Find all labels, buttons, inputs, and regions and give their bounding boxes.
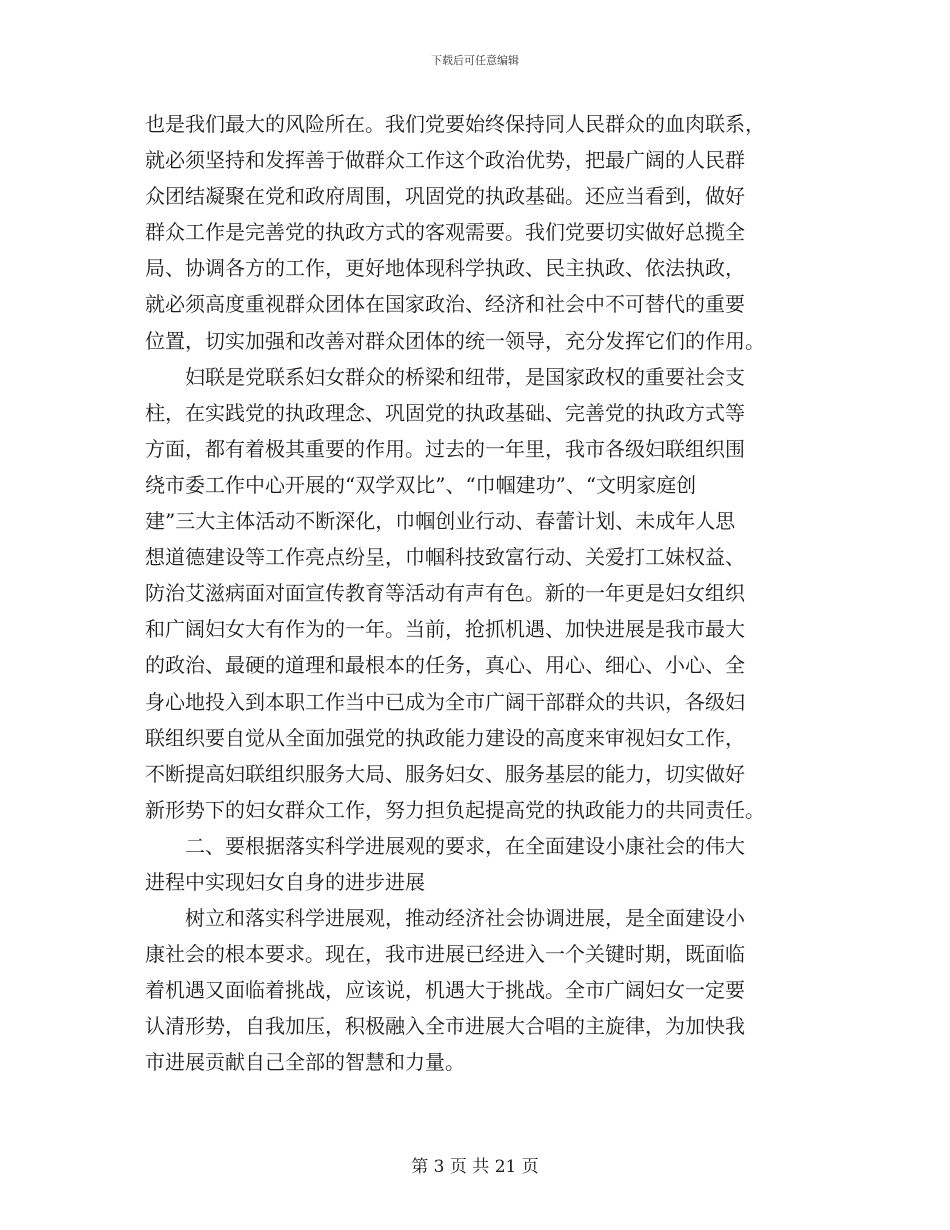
text-line: 绕市委工作中心开展的“双学双比”、“巾帼建功”、“文明家庭创 — [145, 472, 697, 497]
text-line: 方面，都有着极其重要的作用。过去的一年里，我市各级妇联组织围 — [145, 436, 745, 461]
text-line: 和广阔妇女大有作为的一年。当前，抢抓机遇、加快进展是我市最大 — [145, 617, 745, 642]
text-line: 认清形势，自我加压，积极融入全市进展大合唱的主旋律，为加快我 — [145, 1014, 745, 1039]
text-line: 进程中实现妇女自身的进步进展 — [145, 869, 425, 894]
text-line: 防治艾滋病面对面宣传教育等活动有声有色。新的一年更是妇女组织 — [145, 581, 745, 606]
text-line: 位置，切实加强和改善对群众团体的统一领导，充分发挥它们的作用。 — [145, 328, 765, 353]
page-header-note: 下载后可任意编辑 — [431, 54, 519, 67]
page-number-footer: 第 3 页 共 21 页 — [411, 1157, 539, 1177]
body-text — [145, 106, 805, 1081]
text-line: 二、要根据落实科学进展观的要求，在全面建设小康社会的伟大 — [145, 833, 745, 858]
text-line: 建”三大主体活动不断深化，巾帼创业行动、春蕾计划、未成年人思 — [145, 509, 736, 534]
text-line: 联组织要自觉从全面加强党的执政能力建设的高度来审视妇女工作， — [145, 725, 745, 750]
text-line: 局、协调各方的工作，更好地体现科学执政、民主执政、依法执政， — [145, 256, 745, 281]
text-line: 众团结凝聚在党和政府周围，巩固党的执政基础。还应当看到，做好 — [145, 184, 745, 209]
text-line: 康社会的根本要求。现在，我市进展已经进入一个关键时期，既面临 — [145, 942, 745, 967]
text-line: 的政治、最硬的道理和最根本的任务，真心、用心、细心、小心、全 — [145, 653, 745, 678]
text-line: 就必须高度重视群众团体在国家政治、经济和社会中不可替代的重要 — [145, 292, 745, 317]
text-line: 妇联是党联系妇女群众的桥梁和纽带，是国家政权的重要社会支 — [145, 364, 745, 389]
text-line: 想道德建设等工作亮点纷呈，巾帼科技致富行动、关爱打工妹权益、 — [145, 545, 745, 570]
text-line: 柱，在实践党的执政理念、巩固党的执政基础、完善党的执政方式等 — [145, 400, 745, 425]
text-line: 不断提高妇联组织服务大局、服务妇女、服务基层的能力，切实做好 — [145, 761, 745, 786]
text-line: 新形势下的妇女群众工作，努力担负起提高党的执政能力的共同责任。 — [145, 797, 765, 822]
text-line: 着机遇又面临着挑战，应该说，机遇大于挑战。全市广阔妇女一定要 — [145, 978, 745, 1003]
text-line: 树立和落实科学进展观，推动经济社会协调进展，是全面建设小 — [145, 906, 745, 931]
text-line: 也是我们最大的风险所在。我们党要始终保持同人民群众的血肉联系， — [145, 112, 765, 136]
text-line: 市进展贡献自己全部的智慧和力量。 — [145, 1050, 465, 1075]
text-line: 就必须坚持和发挥善于做群众工作这个政治优势，把最广阔的人民群 — [145, 148, 745, 173]
text-line: 群众工作是完善党的执政方式的客观需要。我们党要切实做好总揽全 — [145, 220, 745, 245]
text-line: 身心地投入到本职工作当中已成为全市广阔干部群众的共识，各级妇 — [145, 689, 745, 714]
